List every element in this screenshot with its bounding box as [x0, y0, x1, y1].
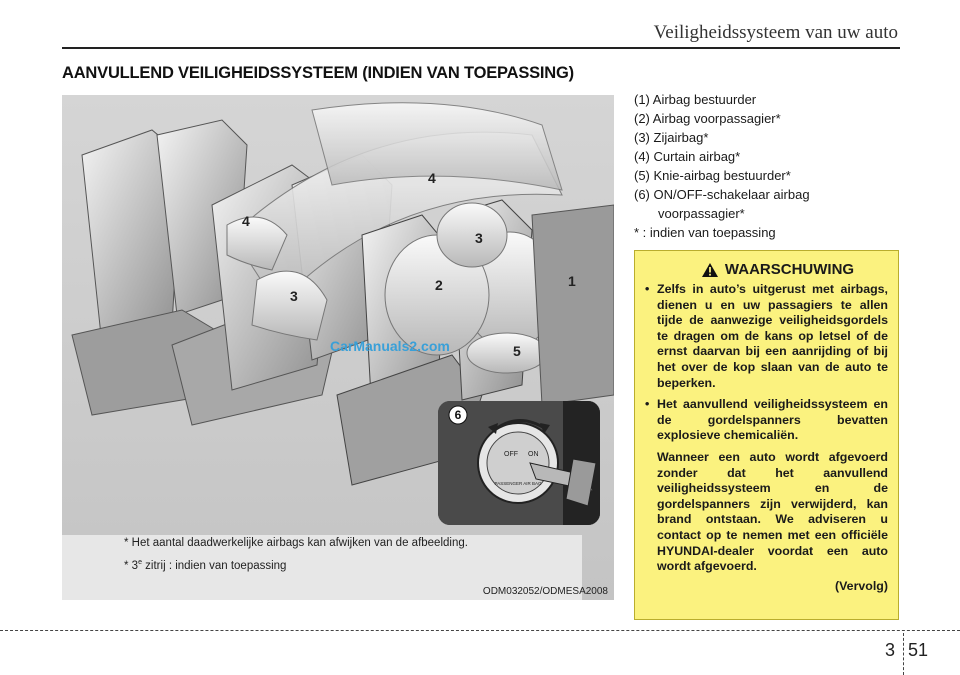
list-item: * : indien van toepassing	[634, 225, 776, 240]
callout-2: 2	[435, 277, 443, 293]
figure-notes	[124, 533, 584, 576]
list-item: (6) ON/OFF-schakelaar airbag voorpassagier*	[634, 187, 810, 221]
list-item: (3) Zijairbag*	[634, 130, 709, 145]
list-item: (4) Curtain airbag*	[634, 149, 741, 164]
warning-box	[634, 250, 899, 620]
callout-4-front: 4	[428, 170, 436, 186]
list-item: (2) Airbag voorpassagier*	[634, 111, 781, 126]
warning-item: • Het aanvullend veiligheidssysteem en de gordelspanners bevatten explosieve chemicaliën.	[645, 397, 888, 443]
callout-3-rear: 3	[290, 288, 298, 304]
warning-triangle-icon	[701, 262, 719, 278]
section-title: AANVULLEND VEILIGHEIDSSYSTEEM (INDIEN VAN TOEPASSING)	[62, 64, 574, 82]
figure-code: ODM032052/ODMESA2008	[482, 586, 608, 597]
callout-4-rear: 4	[242, 213, 250, 229]
airbag-list	[634, 90, 904, 242]
callout-5: 5	[513, 343, 521, 359]
switch-caption: PASSENGER AIR BAG	[494, 481, 542, 486]
figure-note-2: * 3e zitrij : indien van toepassing	[124, 559, 287, 572]
switch-off-label: OFF	[504, 451, 518, 458]
airbag-illustration	[62, 95, 614, 600]
list-item: (1) Airbag bestuurder	[634, 92, 757, 107]
switch-drawing	[438, 401, 600, 525]
callout-6: 6	[454, 408, 462, 422]
warning-title: WAARSCHUWING	[724, 261, 855, 278]
switch-on-label: ON	[528, 451, 539, 458]
warning-paragraph: Wanneer een auto wordt afgevoerd zonder dat het aanvullend veiligheidssysteem en de gordelspanners zijn verwijderd, kan brand ontstaan. We adviseren u contact op te nemen met een officiële HYUNDAI-dealer voordat een auto wordt afgevoerd.	[657, 449, 888, 574]
warning-header	[645, 261, 888, 278]
page-number-divider	[903, 633, 904, 675]
continued-label: (Vervolg)	[834, 578, 888, 593]
warning-body	[645, 282, 888, 594]
callout-3-front: 3	[475, 230, 483, 246]
chapter-number: 3	[885, 640, 896, 660]
chapter-title: Veiligheidssysteem van uw auto	[653, 22, 898, 43]
page-number: 51	[908, 640, 929, 660]
figure-note-1: * Het aantal daadwerkelijke airbags kan afwijken van de afbeelding.	[124, 537, 468, 549]
header-rule	[62, 47, 900, 49]
airbag-switch-inset	[438, 401, 600, 525]
warning-item: • Zelfs in auto’s uitgerust met airbags, dienen u en uw passagiers te allen tijde de aanwezige veiligheidsgordels te dragen om de kans op letsel of de ernst daarvan bij een aanrijding of bij het over de kop slaan van de auto te beperken.	[645, 282, 888, 390]
callout-1: 1	[568, 273, 576, 289]
footer-rule	[0, 630, 960, 631]
list-item: (5) Knie-airbag bestuurder*	[634, 168, 791, 183]
watermark: CarManuals2.com	[330, 338, 450, 354]
